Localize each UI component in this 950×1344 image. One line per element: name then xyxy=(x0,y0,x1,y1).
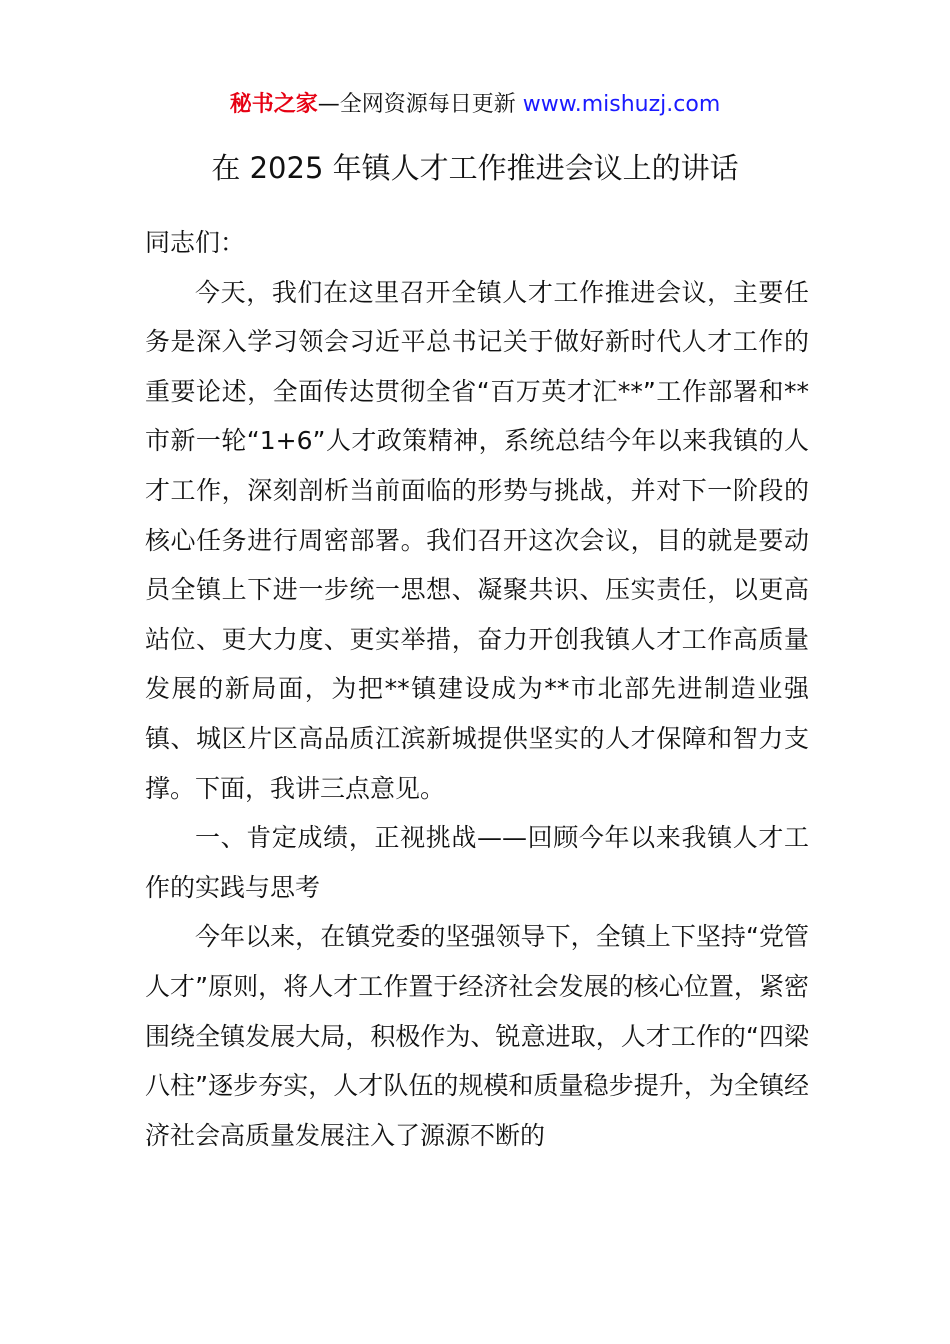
banner-tagline: —全网资源每日更新 xyxy=(317,92,523,117)
salutation: 同志们： xyxy=(145,228,246,257)
paragraph-section-1: 今年以来，在镇党委的坚强领导下，全镇上下坚持“党管人才”原则，将人才工作置于经济社会发展的核心位置，紧密围绕全镇发展大局，积极作为、锐意进取，人才工作的“四梁八柱”逐步夯实，人才队伍的规模和质量稳步提升，为全镇经济社会高质量发展注入了源源不断的 xyxy=(145,922,809,1150)
site-banner xyxy=(0,88,950,122)
paragraph-intro: 今天，我们在这里召开全镇人才工作推进会议，主要任务是深入学习领会习近平总书记关于做好新时代人才工作的重要论述，全面传达贯彻全省“百万英才汇**”工作部署和**市新一轮“1+6”人才政策精神，系统总结今年以来我镇的人才工作，深刻剖析当前面临的形势与挑战，并对下一阶段的核心任务进行周密部署。我们召开这次会议，目的就是要动员全镇上下进一步统一思想、凝聚共识、压实责任，以更高站位、更大力度、更实举措，奋力开创我镇人才工作高质量发展的新局面，为把**镇建设成为**市北部先进制造业强镇、城区片区高品质江滨新城提供坚实的人才保障和智力支撑。下面，我讲三点意见。 xyxy=(145,277,809,803)
document-title: 在 2025 年镇人才工作推进会议上的讲话 xyxy=(211,151,739,185)
brand-name: 秘书之家 xyxy=(229,92,318,117)
document-body xyxy=(145,218,809,1160)
section-heading-1: 一、肯定成绩，正视挑战——回顾今年以来我镇人才工作的实践与思考 xyxy=(145,823,809,902)
site-url[interactable]: www.mishuzj.com xyxy=(522,92,721,117)
